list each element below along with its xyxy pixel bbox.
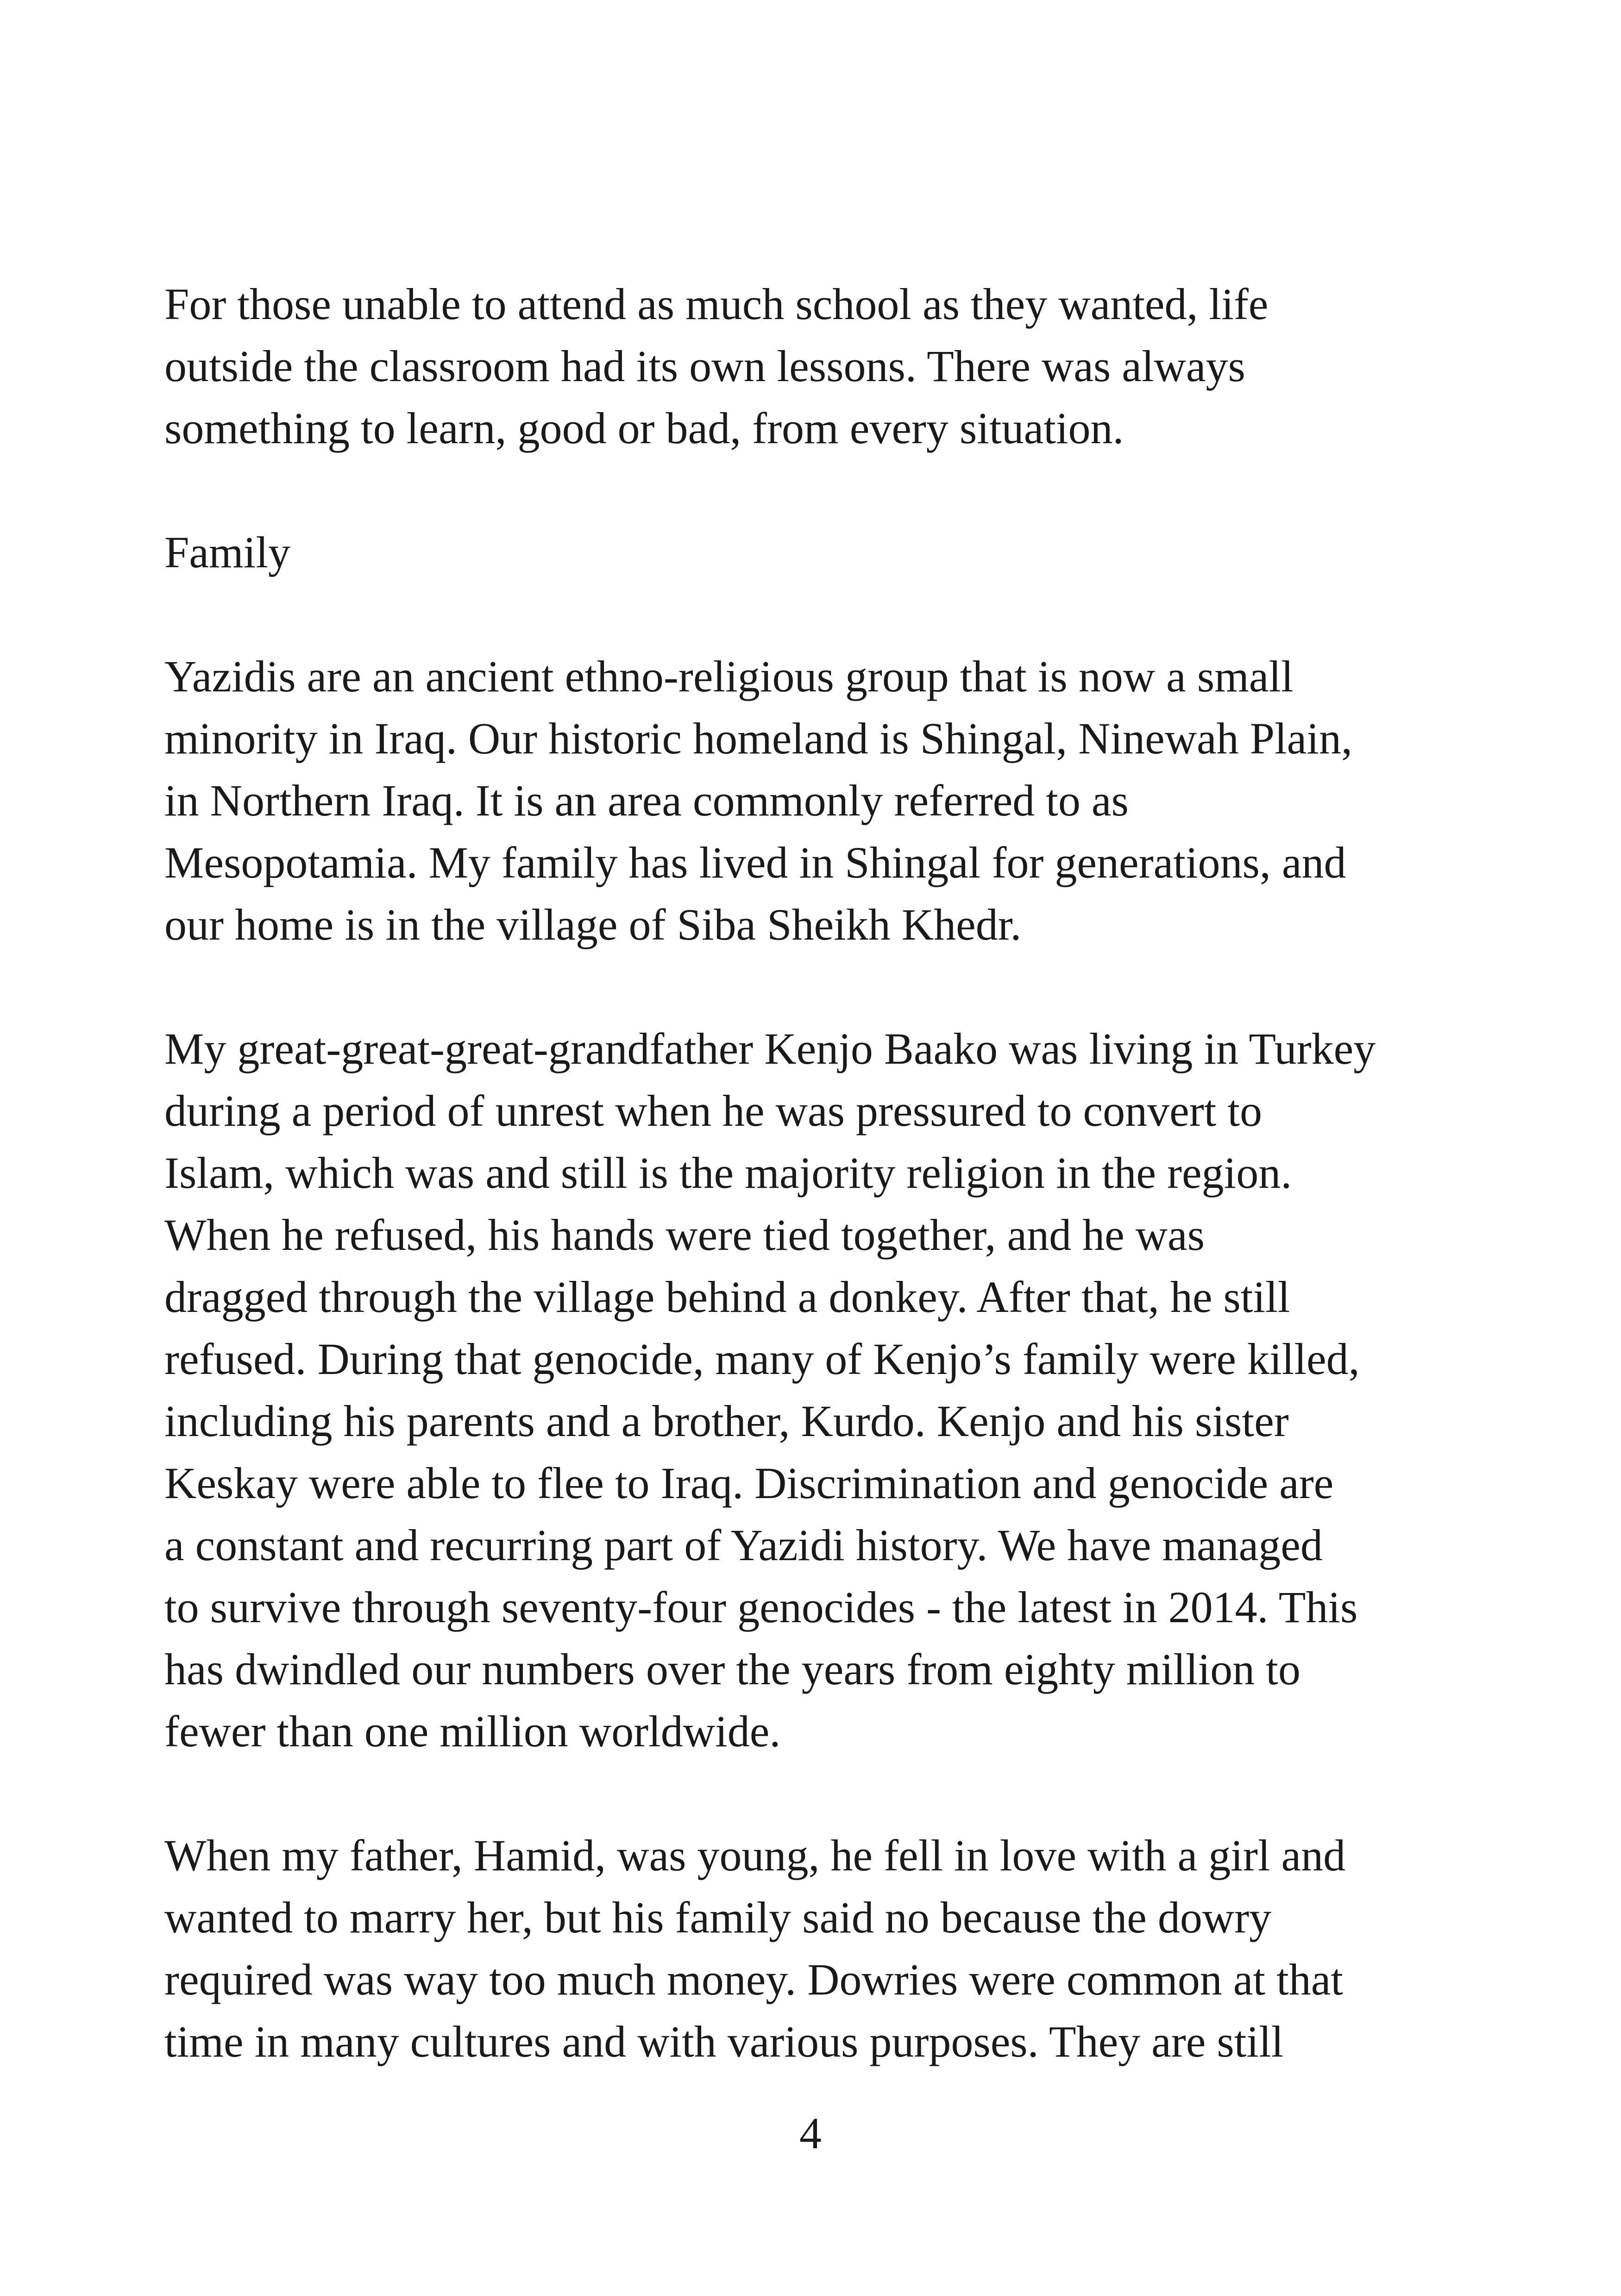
- body-text: [164, 273, 1480, 2135]
- paragraph-hamid: When my father, Hamid, was young, he fell in love with a girl and wanted to marry her, but his family said no because the dowry required was way too much money. Dowries were common at that time in many cultures and with various purposes. They are still: [164, 1831, 1346, 2066]
- paragraph-kenjo: My great-great-great-grandfather Kenjo Baako was living in Turkey during a period of unrest when he was pressured to convert to Islam, which was and still is the majority religion in the region. When he refused, his hands were tied together, and he was dragged through the village behind a donkey. After that, he still refused. During that genocide, many of Kenjo’s family were killed, including his parents and a brother, Kurdo. Kenjo and his sister Keskay were able to flee to Iraq. Discrimination and genocide are a constant and recurring part of Yazidi history. We have managed to survive through seventy-four genocides - the latest in 2014. This has dwindled our numbers over the years from eighty million to fewer than one million worldwide.: [164, 1024, 1376, 1756]
- section-heading: Family: [164, 527, 291, 577]
- paragraph-yazidis: Yazidis are an ancient ethno-religious group that is now a small minority in Iraq. Our historic homeland is Shingal, Ninewah Plain, in Northern Iraq. It is an area commonly referred to as Mesopotamia. My family has lived in Shingal for generations, and our home is in the village of Siba Sheikh Khedr.: [164, 652, 1352, 949]
- paragraph-intro: For those unable to attend as much school as they wanted, life outside the classroom had its own lessons. There was always something to learn, good or bad, from every situation.: [164, 279, 1269, 453]
- page-number: 4: [799, 2108, 822, 2158]
